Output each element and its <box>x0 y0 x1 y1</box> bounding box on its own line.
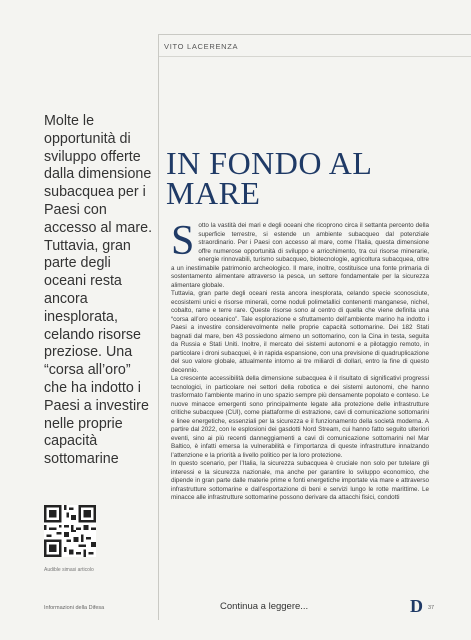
qr-caption: Audible simasi articolo <box>44 567 94 573</box>
top-divider <box>158 34 471 35</box>
paragraph-1: Sotto la vastità dei mari e degli oceani che ricoprono circa il settanta percento della superficie terrestre, si estende un ambiente subacqueo dal potenziale straordinario. Per i Paesi con accesso al mare, come l’Italia, questa dimensione offre numerose opportunità di sviluppo e arricchimento, tra cui risorse minerarie, energie rinnovabili, turismo subacqueo, biotecnologie, agricoltura subacquea, oltre a un inestimabile patrimonio archeologico. Il mare, inoltre, costituisce una fonte primaria di sostentamento alimentare attraverso la pesca, un settore fondamentale per la sicurezza alimentare globale. <box>171 222 429 289</box>
continue-reading-link[interactable]: Continua a leggere... <box>220 601 309 612</box>
pull-quote: Molte le opportunità di sviluppo offerte dalla dimensione subacquea per i Paesi con accesso al mare. Tuttavia, gran parte degli oceani resta ancora inesplorata, celando risorse preziose. Una “corsa all’oro” che ha indotto i Paesi a investire nelle proprie capacità sottomarine <box>44 113 153 468</box>
qr-code-icon[interactable] <box>44 505 96 557</box>
paragraph-2: Tuttavia, gran parte degli oceani resta ancora inesplorata, celando specie sconosciute, ecosistemi unici e risorse minerali, come noduli polimetallici contenenti manganese, nichel, cobalto, rame e terre rare. Queste risorse sono al centro di quella che viene definita una “corsa all’oro oceanico”. Tale esplorazione e sfruttamento dell’ambiente marino ha indotto i Paesi a investire considerevolmente nelle proprie capacità sottomarine. Dei 182 Stati bagnati dal mare, ben 43 possiedono almeno un sottomarino, con la Cina in testa, seguita da Russia e Stati Uniti. Inoltre, il mercato dei sistemi autonomi e a pilotaggio remoto, in particolare i droni subacquei, è in rapida espansione, con una previsione di quadruplicazione del suo valore globale, attualmente intorno ai tre miliardi di dollari, entro la fine di questo decennio. <box>171 290 429 374</box>
magazine-name: Informazioni della Difesa <box>44 605 105 611</box>
drop-cap: S <box>171 222 195 264</box>
paragraph-4: In questo scenario, per l’Italia, la sicurezza subacquea è cruciale non solo per tutelare gli interessi e la sicurezza nazionale, ma anche per garantire lo sviluppo economico, che dipende in gran parte dalle materie prime e fonti energetiche importate via mare e attraverso infrastrutture sottomarine e dall’esportazione di beni e servizi lungo le rotte marittime. Le minacce alle infrastrutture sottomarine possono derivare da attacchi fisici, condotti <box>171 460 429 501</box>
author-name: VITO LACERENZA <box>164 42 239 51</box>
column-divider <box>158 34 159 620</box>
page-number: 37 <box>428 605 435 611</box>
article-body <box>171 222 429 620</box>
magazine-logo-icon: D <box>410 596 423 616</box>
article-title: IN FONDO AL MARE <box>166 145 372 211</box>
paragraph-3: La crescente accessibilità della dimensione subacquea è il risultato di significativi progressi tecnologici, in particolare nei settori della robotica e dei sistemi autonomi, che hanno trasformato l’ambiente marino in uno spazio sempre più densamente popolato e conteso. Le nuove minacce emergenti sono principalmente legate alla protezione delle infrastrutture critiche subacquee (CUI), come piattaforme di estrazione, cavi di comunicazione sottomarini e linee energetiche, essenziali per la sicurezza e il funzionamento della società moderna. A partire dal 2022, con le esplosioni dei gasdotti Nord Stream, cui hanno fatto seguito ulteriori eventi, sino ai più recenti danneggiamenti a cavi di comunicazione sottomarini nel Mar Baltico, è infatti emersa la vulnerabilità e l’importanza di queste infrastrutture innalzando l’attenzione e la priorità a livello politico per la loro protezione. <box>171 375 429 459</box>
author-divider <box>158 56 471 57</box>
